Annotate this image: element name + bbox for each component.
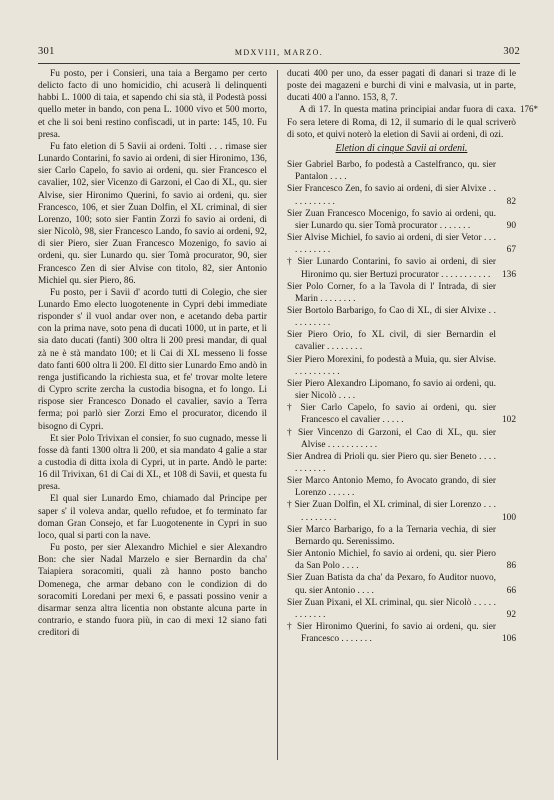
candidate-name: Sier Vincenzo di Garzoni, el Cao di XL, qu. sier Alvise . . . . . . . . . . . bbox=[297, 427, 497, 450]
candidate-entry bbox=[287, 597, 516, 621]
right-column bbox=[287, 68, 516, 645]
running-title: MDXVIII, MARZO. bbox=[234, 48, 324, 57]
candidate-name: Sier Hironimo Querini, fo savio ai ordeni, qu. sier Francesco . . . . . . . bbox=[296, 622, 496, 645]
candidate-name: Sier Gabriel Barbo, fo podestà a Castelfranco, qu. sier Pantalon . . . . bbox=[287, 160, 496, 183]
candidate-text bbox=[287, 524, 496, 548]
margin-folio-note: 176* bbox=[520, 104, 538, 114]
candidate-text bbox=[287, 208, 496, 232]
candidate-entry bbox=[287, 402, 516, 426]
vote-count: 67 bbox=[506, 245, 516, 256]
paragraph: Fu fato eletion di 5 Savii ai ordeni. Tolti . . . rimase sier Lunardo Contarini, fo savio ai ordeni, di sier Hironimo, 136, sier Carlo Capelo, fo savio ai ordeni, qu. sier Francesco el cavalier, 102, sier Vicenzo di Garzoni, el Cao di XL, qu. sier Alvise, sier Hironimo Querini, fo savio ai ordeni, qu. sier Francesco, 106, et sier Zuan Dolfin, el XL criminal, di sier Lorenzo, 100; soto sier Fantin Zorzi fo savio ai ordeni, di sier Nicolò, 98, sier Francesco Lando, fo savio ai ordeni, 92, di sier Piero, sier Zuan Francesco Mozenigo, fo savio ai ordeni, qu. sier Lunardo qu. sier Tomà procurator, 90, sier Francesco Zen di sier Alvise con titolo, 82, sier Antonio Michiel qu. sier Piero, 86. bbox=[38, 141, 267, 286]
left-column bbox=[38, 68, 267, 639]
candidate-text bbox=[287, 499, 496, 523]
candidate-name: Sier Antonio Michiel, fo savio ai ordeni, qu. sier Piero da San Polo . . . . bbox=[287, 549, 496, 572]
candidate-name: Sier Zuan Francesco Mocenigo, fo savio ai ordeni, qu. sier Lunardo qu. sier Tomà procurator . . . . . . . bbox=[287, 208, 496, 231]
candidate-name: Sier Bortolo Barbarigo, fo Cao di XL, di sier Alvixe . . . . . . . . . . bbox=[287, 305, 496, 329]
candidate-text bbox=[287, 475, 496, 499]
candidate-entry bbox=[287, 354, 516, 378]
paragraph: El qual sier Lunardo Emo, chiamado dal Principe per saper s' il voleva andar, quello refudoe, et fo terminato far doman Gran Consejo, et far Luogotenente in Cypri in suo loco, qual si parti con la nave. bbox=[38, 494, 267, 541]
paragraph: A dì 17. In questa matina principiai andar fuora di caxa. Fo sera letere di Roma, di 12, il sumario di le qual scriverò di soto, et quivi noterò la eletion di Savii ai ordeni, di ozi. bbox=[287, 105, 516, 140]
candidate-entry bbox=[287, 256, 516, 280]
candidate-name: Sier Polo Corner, fo a la Tavola di l' Intrada, di sier Marin . . . . . . . . bbox=[287, 281, 496, 304]
candidate-entry bbox=[287, 208, 516, 232]
candidate-text bbox=[287, 256, 496, 280]
candidate-name: Sier Piero Orio, fo XL civil, di sier Bernardin el cavalier . . . . . . . . bbox=[287, 330, 496, 353]
column-divider bbox=[277, 70, 278, 760]
candidate-name: Sier Andrea di Prioli qu. sier Piero qu. sier Beneto . . . . . . . . . . . bbox=[287, 451, 496, 474]
candidate-name: Sier Alvise Michiel, fo savio ai ordeni, di sier Vetor . . . . . . . . . . . bbox=[287, 233, 496, 256]
candidate-text bbox=[287, 621, 496, 645]
candidate-text bbox=[287, 597, 496, 621]
running-header bbox=[38, 46, 520, 60]
paragraph: Fu posto, per i Savii d' acordo tutti di Colegio, che sier Lunardo Emo electo luogotenente in Cypri debi immediate risponder s' il vuol andar over non, e acetando deba partir con la prima nave, soto pena di ducati 1000, ut in parte, et li sia dato ducati (fanti) 300 oltra li 200 presi mandar, di qual zà ne è stà mandato 100; et li Cai di XL messeno li fosse dato fanti 600 oltra li 200. El ditto sier Lunardo Emo andò in renga justificando la richiesta sua, et fe' trovar molte letere di Cypro scrite zercha la custodia bisogna, et fo longo. Li rispose sier Francesco Donado el cavalier, savio a Terra ferma; poi parlò sier Zorzi Emo el procurator, dicendo il bisogno di Cypri. bbox=[38, 287, 267, 432]
candidate-entry bbox=[287, 305, 516, 329]
vote-count: 86 bbox=[506, 561, 516, 572]
paragraph: Fu posto, per sier Alexandro Michiel e sier Alexandro Bon: che sier Nadal Marzelo e sier Bernardin da cha' Taiapiera soracomiti, quali zà hanno posto bancho Domenega, che armar debano con le condizion di do soracomiti Loredani per mexi 6, e passati possino venir a disarmar senza altra licentia non obstante alcuna parte in contrario, e stando fuora più, in cao di mexi 12 siano fati creditori di bbox=[38, 543, 267, 639]
vote-count: 100 bbox=[501, 512, 516, 523]
candidate-name: Sier Lunardo Contarini, fo savio ai ordeni, di sier Hironimo qu. sier Bertuzi procurator . . . . . . . . . . . bbox=[297, 257, 496, 280]
candidate-text bbox=[287, 305, 496, 329]
vote-count: 92 bbox=[506, 609, 516, 620]
candidate-text bbox=[287, 354, 496, 378]
elected-mark: † bbox=[287, 257, 298, 268]
candidate-text bbox=[287, 281, 496, 305]
election-title: Eletion di cinque Savii ai ordeni. bbox=[335, 142, 468, 154]
candidate-entry bbox=[287, 378, 516, 402]
candidate-name: Sier Carlo Capelo, fo savio ai ordeni, qu. sier Francesco el cavalier . . . . . bbox=[300, 403, 496, 426]
elected-mark: † bbox=[287, 427, 298, 438]
candidate-text bbox=[287, 572, 496, 596]
elected-mark: † bbox=[287, 622, 297, 633]
candidate-text bbox=[287, 378, 496, 402]
candidate-text bbox=[287, 451, 496, 475]
candidate-entry bbox=[287, 572, 516, 596]
candidate-entry bbox=[287, 621, 516, 645]
candidate-text bbox=[287, 427, 496, 451]
candidate-name: Sier Piero Morexini, fo podestà a Muia, qu. sier Alvise. . . . . . . . . . . bbox=[287, 354, 496, 377]
elected-mark: † bbox=[287, 500, 295, 511]
candidate-name: Sier Francesco Zen, fo savio ai ordeni, di sier Alvixe . . . . . . . . . . . bbox=[287, 184, 496, 207]
header-rule bbox=[38, 63, 520, 64]
candidate-text bbox=[287, 329, 496, 353]
candidate-entry bbox=[287, 548, 516, 572]
candidate-entry bbox=[287, 427, 516, 451]
candidate-entry bbox=[287, 451, 516, 475]
vote-count: 102 bbox=[501, 415, 516, 426]
paragraph: ducati 400 per uno, da esser pagati di danari si traze di le poste dei magazeni e burchi di vini e malvasia, ut in parte, ducati 400 a l'anno. 153, 8, 7. bbox=[287, 69, 516, 104]
candidate-text bbox=[287, 232, 496, 256]
vote-count: 82 bbox=[506, 196, 516, 207]
candidate-entry bbox=[287, 159, 516, 183]
candidate-entry bbox=[287, 183, 516, 207]
candidate-name: Sier Marco Antonio Memo, fo Avocato grando, di sier Lorenzo . . . . . . bbox=[287, 476, 496, 499]
candidate-entry bbox=[287, 232, 516, 256]
vote-count: 66 bbox=[506, 585, 516, 596]
candidate-text bbox=[287, 402, 496, 426]
paragraph: Et sier Polo Trivixan el consier, fo suo cugnado, messe li fosse dà fanti 1300 oltra li 200, et sia mandato 4 galie a star a custodia di ditta ixola di Cypri, ut in parte. Andò le parte: 16 dil Trivixan, 61 di Cai di XL, et 108 di Savii, et questa fu presa. bbox=[38, 433, 267, 493]
candidate-text bbox=[287, 159, 496, 183]
election-list bbox=[287, 159, 516, 645]
paragraph: Fu posto, per i Consieri, una taia a Bergamo per certo delicto facto di uno homicidio, chi acuserà li delinquenti habbi L. 1000 di taia, et sapendo chi sia stà, il Podestà possi quello meter in bando, con pena L. 1000 vivo et 500 morto, et che li soi beni restino confiscadi, ut in parte: 145, 10. Fu presa. bbox=[38, 69, 267, 140]
candidate-text bbox=[287, 548, 496, 572]
candidate-name: Sier Marco Barbarigo, fo a la Ternaria vechia, di sier Bernardo qu. Serenissimo. bbox=[287, 524, 496, 547]
candidate-text bbox=[287, 183, 496, 207]
elected-mark: † bbox=[287, 403, 301, 414]
vote-count: 136 bbox=[501, 269, 516, 280]
vote-count: 106 bbox=[501, 634, 516, 645]
right-page-number: 302 bbox=[503, 46, 520, 57]
candidate-name: Sier Zuan Batista da cha' da Pexaro, fo Auditor nuovo, qu. sier Antonio . . . . bbox=[287, 573, 496, 596]
vote-count: 90 bbox=[506, 220, 516, 231]
candidate-entry bbox=[287, 499, 516, 523]
candidate-name: Sier Zuan Pixani, el XL criminal, qu. sier Nicolò . . . . . . . . . . . . bbox=[287, 597, 496, 620]
candidate-entry bbox=[287, 475, 516, 499]
candidate-name: Sier Piero Alexandro Lipomano, fo savio ai ordeni, qu. sier Nicolò . . . . bbox=[287, 378, 496, 402]
candidate-entry bbox=[287, 329, 516, 353]
candidate-entry bbox=[287, 281, 516, 305]
left-page-number: 301 bbox=[38, 46, 55, 57]
candidate-name: Sier Zuan Dolfin, el XL criminal, di sier Lorenzo . . . . . . . . . . . bbox=[294, 500, 496, 523]
candidate-entry bbox=[287, 524, 516, 548]
